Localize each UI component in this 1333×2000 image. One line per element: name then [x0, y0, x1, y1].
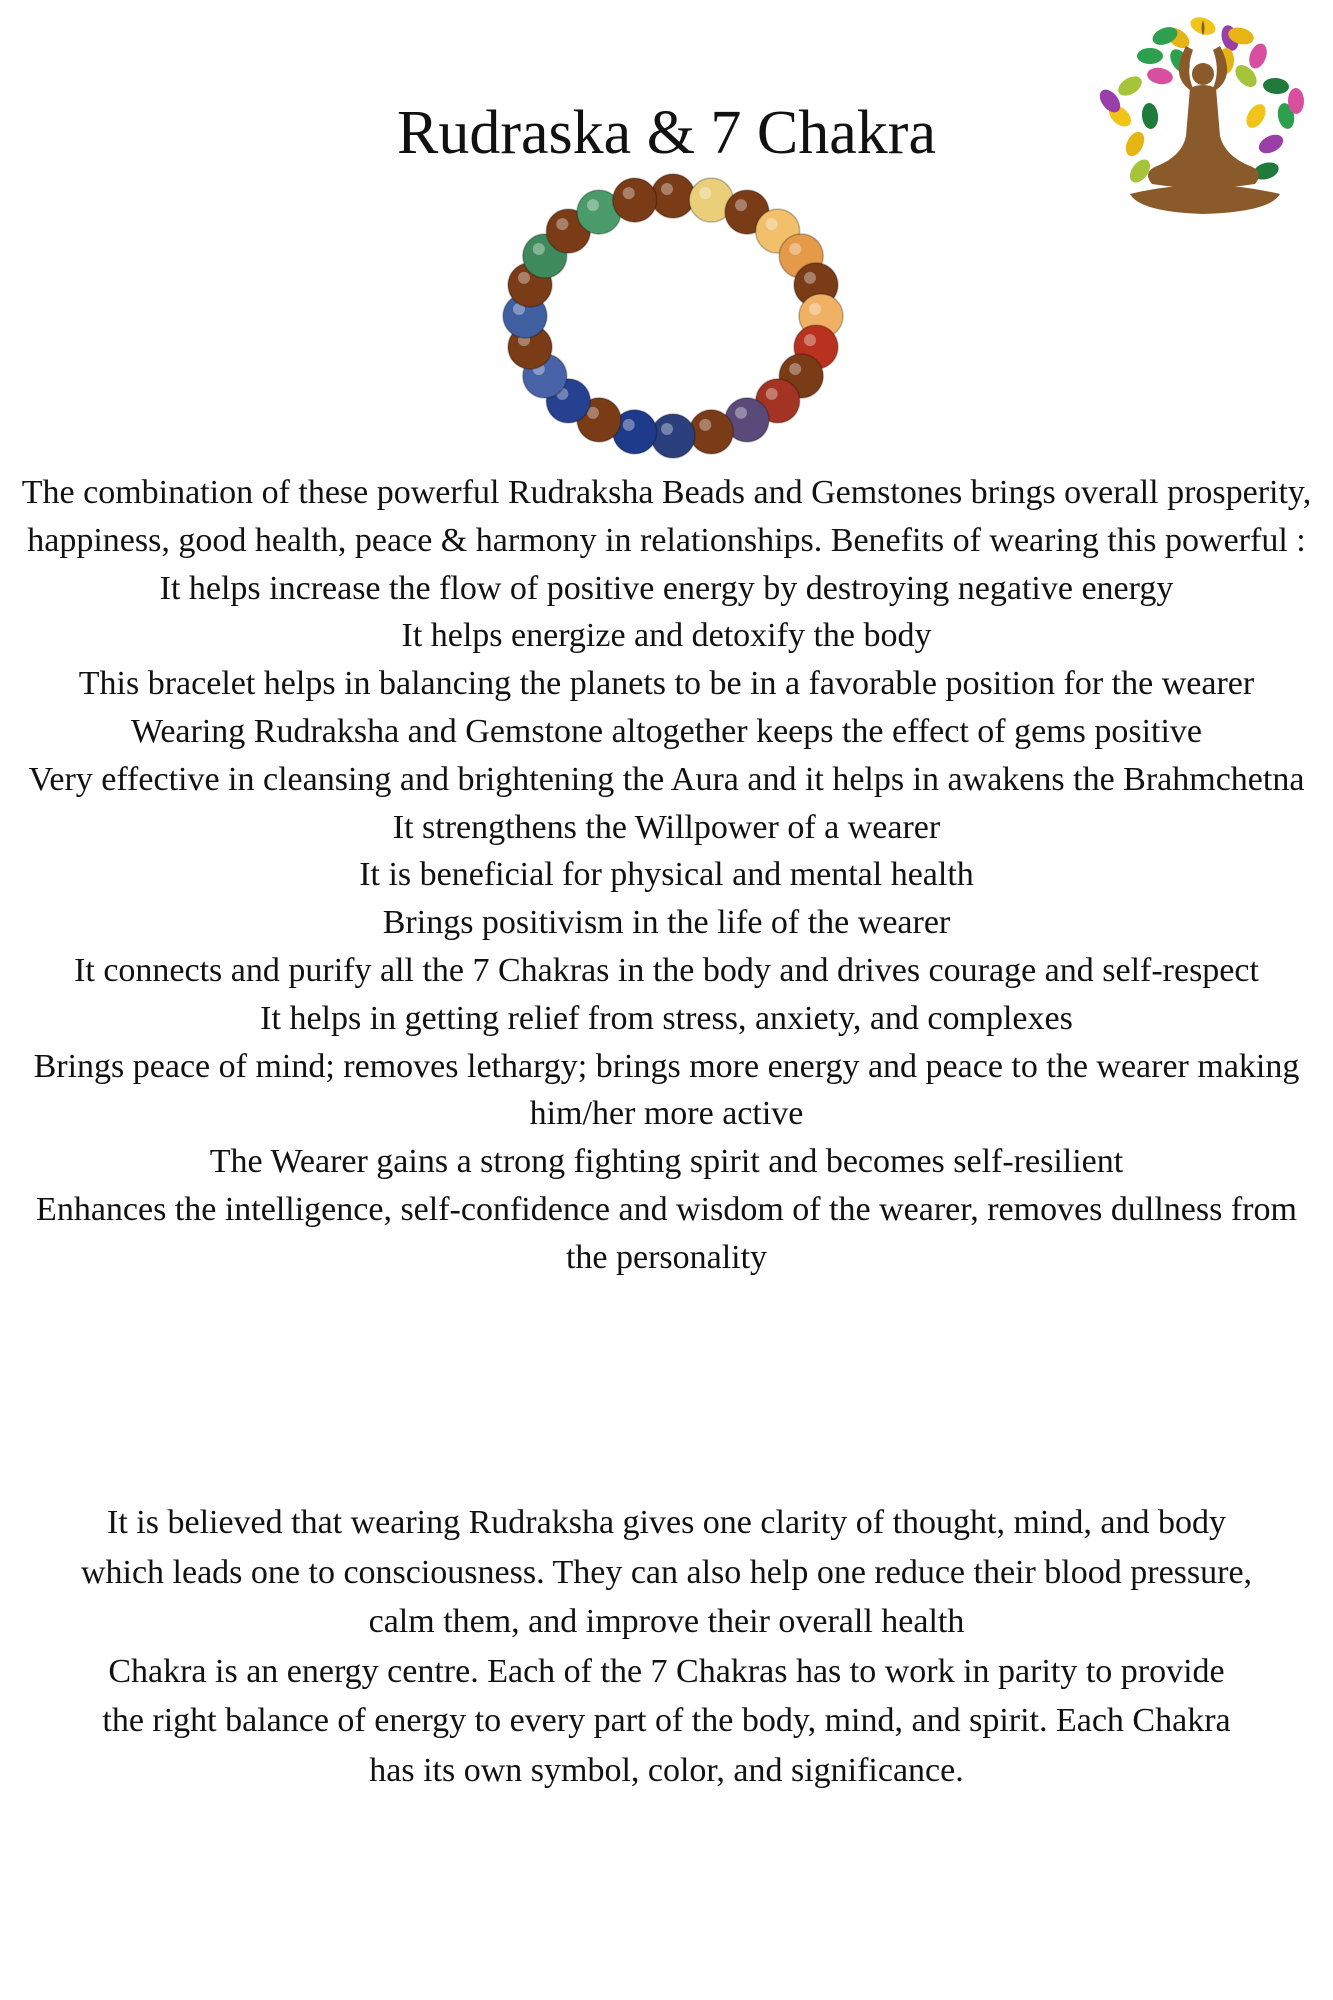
- bead-highlight: [735, 199, 747, 211]
- benefit-item: Brings positivism in the life of the wearer: [382, 904, 951, 942]
- benefit-item: It strengthens the Willpower of a wearer: [392, 808, 941, 846]
- bead-highlight: [623, 419, 635, 431]
- benefit-item: Wearing Rudraksha and Gemstone altogether keeps the effect of gems positive: [130, 712, 1203, 750]
- meditation-tree-logo-icon: [1090, 16, 1316, 214]
- rudraksha-chakra-bracelet-icon: [497, 168, 849, 464]
- benefit-item: It helps energize and detoxify the body: [401, 617, 932, 655]
- bead-highlight: [789, 363, 801, 375]
- rudraksha-bead: [689, 410, 733, 454]
- leaf-shape: [1141, 102, 1160, 130]
- bead-highlight: [735, 407, 747, 419]
- bead-highlight: [699, 187, 711, 199]
- benefits-intro: The combination of these powerful Rudraksha Beads and Gemstones brings overall prosperity, happiness, good health, peace & harmony in relationships. Benefits of wearing this powerful :: [21, 474, 1312, 559]
- benefit-item: This bracelet helps in balancing the planets to be in a favorable position for the wearer: [78, 665, 1255, 703]
- benefit-item: Very effective in cleansing and brightening the Aura and it helps in awakens the Brahmchetna: [28, 760, 1305, 798]
- benefit-item: Enhances the intelligence, self-confidence and wisdom of the wearer, removes dullness from the personality: [36, 1190, 1297, 1276]
- bead-highlight: [556, 218, 568, 230]
- rudraksha-note: It is believed that wearing Rudraksha gives one clarity of thought, mind, and body which leads one to consciousness. They can also help one reduce their blood pressure, calm them, and improve their overall health: [80, 1504, 1253, 1640]
- benefit-item: It connects and purify all the 7 Chakras in the body and drives courage and self-respect: [74, 951, 1259, 989]
- bead-highlight: [809, 303, 821, 315]
- benefit-item: It helps in getting relief from stress, anxiety, and complexes: [260, 999, 1073, 1037]
- bead-highlight: [804, 334, 816, 346]
- rudraksha-bead: [613, 178, 657, 222]
- bead-highlight: [518, 272, 530, 284]
- closing-section: [0, 1498, 1333, 1795]
- benefits-section: [0, 469, 1333, 1282]
- benefit-item: The Wearer gains a strong fighting spirit and becomes self-resilient: [209, 1143, 1124, 1181]
- rudraksha-bead: [651, 174, 695, 218]
- gemstone-bead: [651, 414, 695, 458]
- leaf-shape: [1256, 131, 1286, 157]
- bead-highlight: [661, 183, 673, 195]
- leaf-shape: [1262, 77, 1289, 95]
- bead-highlight: [699, 419, 711, 431]
- leaf-shape: [1137, 48, 1163, 64]
- bead-highlight: [587, 199, 599, 211]
- bead-highlight: [766, 218, 778, 230]
- chakra-note: Chakra is an energy centre. Each of the 7 Chakras has to work in parity to provide the right balance of energy to every part of the body, mind, and spirit. Each Chakra has its own symbol, color, and significance.: [102, 1652, 1231, 1789]
- bead-highlight: [766, 388, 778, 400]
- bead-highlight: [661, 423, 673, 435]
- benefit-item: Brings peace of mind; removes lethargy; brings more energy and peace to the wearer making him/her more active: [33, 1047, 1300, 1133]
- leaf-shape: [1115, 72, 1146, 99]
- leaf-shape: [1122, 129, 1148, 159]
- leaf-shape: [1146, 66, 1174, 86]
- bead-highlight: [789, 243, 801, 255]
- benefit-item: It is beneficial for physical and mental health: [359, 856, 974, 894]
- page-title: Rudraska & 7 Chakra: [397, 99, 936, 167]
- bead-highlight: [804, 272, 816, 284]
- benefit-item: It helps increase the flow of positive energy by destroying negative energy: [159, 569, 1174, 607]
- bead-highlight: [623, 187, 635, 199]
- leaf-shape: [1242, 101, 1269, 132]
- leaf-shape: [1246, 41, 1270, 71]
- bead-highlight: [533, 243, 545, 255]
